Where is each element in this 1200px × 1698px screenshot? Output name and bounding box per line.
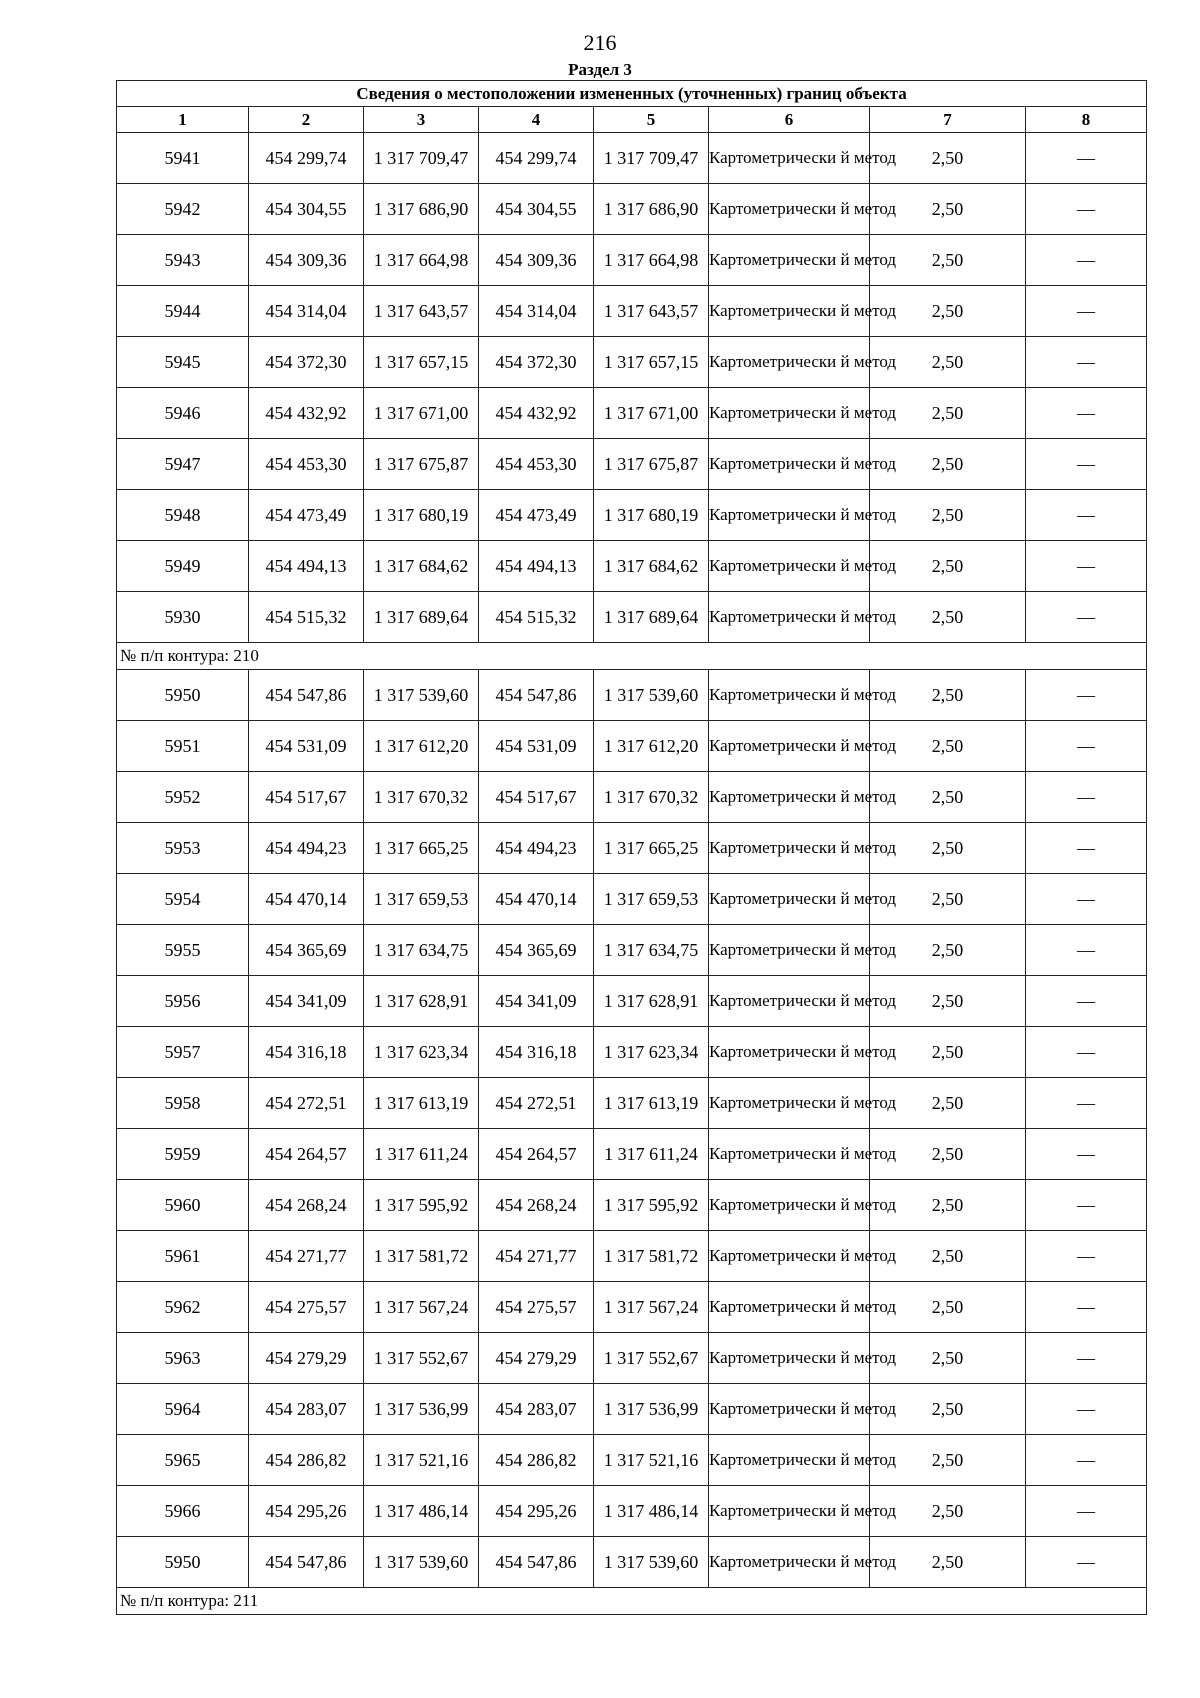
x-old-cell: 454 286,82 [249, 1435, 364, 1486]
table-caption: Сведения о местоположении измененных (уточненных) границ объекта [117, 81, 1147, 107]
x-new-cell: 454 299,74 [479, 133, 594, 184]
method-cell: Картометрически й метод [709, 1333, 870, 1384]
y-old-cell: 1 317 539,60 [364, 1537, 479, 1588]
y-old-cell: 1 317 664,98 [364, 235, 479, 286]
column-number-5: 5 [594, 107, 709, 133]
method-cell: Картометрически й метод [709, 721, 870, 772]
y-old-cell: 1 317 659,53 [364, 874, 479, 925]
x-new-cell: 454 531,09 [479, 721, 594, 772]
x-old-cell: 454 279,29 [249, 1333, 364, 1384]
y-new-cell: 1 317 665,25 [594, 823, 709, 874]
y-old-cell: 1 317 657,15 [364, 337, 479, 388]
point-number-cell: 5957 [117, 1027, 249, 1078]
x-new-cell: 454 547,86 [479, 1537, 594, 1588]
point-number-cell: 5950 [117, 670, 249, 721]
method-cell: Картометрически й метод [709, 286, 870, 337]
y-old-cell: 1 317 643,57 [364, 286, 479, 337]
y-new-cell: 1 317 680,19 [594, 490, 709, 541]
y-new-cell: 1 317 643,57 [594, 286, 709, 337]
table-row [117, 1027, 1147, 1078]
y-old-cell: 1 317 486,14 [364, 1486, 479, 1537]
description-cell: — [1026, 1027, 1147, 1078]
y-new-cell: 1 317 486,14 [594, 1486, 709, 1537]
y-old-cell: 1 317 628,91 [364, 976, 479, 1027]
point-number-cell: 5954 [117, 874, 249, 925]
description-cell: — [1026, 1486, 1147, 1537]
accuracy-cell: 2,50 [870, 541, 1026, 592]
description-cell: — [1026, 235, 1147, 286]
column-number-1: 1 [117, 107, 249, 133]
x-old-cell: 454 309,36 [249, 235, 364, 286]
table-row [117, 925, 1147, 976]
x-old-cell: 454 304,55 [249, 184, 364, 235]
contour-row [117, 1588, 1147, 1615]
accuracy-cell: 2,50 [870, 823, 1026, 874]
x-new-cell: 454 547,86 [479, 670, 594, 721]
y-new-cell: 1 317 659,53 [594, 874, 709, 925]
y-new-cell: 1 317 671,00 [594, 388, 709, 439]
method-cell: Картометрически й метод [709, 823, 870, 874]
table-row [117, 1435, 1147, 1486]
x-new-cell: 454 314,04 [479, 286, 594, 337]
table-row [117, 1129, 1147, 1180]
point-number-cell: 5950 [117, 1537, 249, 1588]
table-row [117, 721, 1147, 772]
description-cell: — [1026, 1078, 1147, 1129]
point-number-cell: 5963 [117, 1333, 249, 1384]
y-old-cell: 1 317 595,92 [364, 1180, 479, 1231]
x-old-cell: 454 494,23 [249, 823, 364, 874]
column-number-8: 8 [1026, 107, 1147, 133]
point-number-cell: 5943 [117, 235, 249, 286]
x-new-cell: 454 341,09 [479, 976, 594, 1027]
y-new-cell: 1 317 613,19 [594, 1078, 709, 1129]
y-old-cell: 1 317 613,19 [364, 1078, 479, 1129]
x-old-cell: 454 283,07 [249, 1384, 364, 1435]
table-row [117, 670, 1147, 721]
table-row [117, 1486, 1147, 1537]
y-new-cell: 1 317 623,34 [594, 1027, 709, 1078]
x-new-cell: 454 432,92 [479, 388, 594, 439]
y-new-cell: 1 317 581,72 [594, 1231, 709, 1282]
x-new-cell: 454 494,13 [479, 541, 594, 592]
description-cell: — [1026, 1129, 1147, 1180]
y-new-cell: 1 317 611,24 [594, 1129, 709, 1180]
y-old-cell: 1 317 581,72 [364, 1231, 479, 1282]
point-number-cell: 5930 [117, 592, 249, 643]
description-cell: — [1026, 1282, 1147, 1333]
accuracy-cell: 2,50 [870, 1537, 1026, 1588]
method-cell: Картометрически й метод [709, 388, 870, 439]
x-old-cell: 454 271,77 [249, 1231, 364, 1282]
table-row [117, 1078, 1147, 1129]
x-new-cell: 454 517,67 [479, 772, 594, 823]
point-number-cell: 5948 [117, 490, 249, 541]
accuracy-cell: 2,50 [870, 235, 1026, 286]
accuracy-cell: 2,50 [870, 772, 1026, 823]
point-number-cell: 5941 [117, 133, 249, 184]
x-old-cell: 454 432,92 [249, 388, 364, 439]
table-row [117, 874, 1147, 925]
accuracy-cell: 2,50 [870, 1129, 1026, 1180]
contour-label: № п/п контура: 211 [117, 1588, 1147, 1615]
accuracy-cell: 2,50 [870, 1435, 1026, 1486]
y-new-cell: 1 317 709,47 [594, 133, 709, 184]
accuracy-cell: 2,50 [870, 490, 1026, 541]
x-new-cell: 454 271,77 [479, 1231, 594, 1282]
y-old-cell: 1 317 671,00 [364, 388, 479, 439]
x-old-cell: 454 341,09 [249, 976, 364, 1027]
x-old-cell: 454 547,86 [249, 670, 364, 721]
description-cell: — [1026, 388, 1147, 439]
table-row [117, 439, 1147, 490]
y-old-cell: 1 317 623,34 [364, 1027, 479, 1078]
accuracy-cell: 2,50 [870, 439, 1026, 490]
point-number-cell: 5960 [117, 1180, 249, 1231]
description-cell: — [1026, 439, 1147, 490]
x-new-cell: 454 264,57 [479, 1129, 594, 1180]
accuracy-cell: 2,50 [870, 925, 1026, 976]
table-row [117, 388, 1147, 439]
point-number-cell: 5962 [117, 1282, 249, 1333]
x-old-cell: 454 272,51 [249, 1078, 364, 1129]
method-cell: Картометрически й метод [709, 1180, 870, 1231]
description-cell: — [1026, 541, 1147, 592]
method-cell: Картометрически й метод [709, 670, 870, 721]
y-new-cell: 1 317 539,60 [594, 670, 709, 721]
x-old-cell: 454 365,69 [249, 925, 364, 976]
description-cell: — [1026, 976, 1147, 1027]
accuracy-cell: 2,50 [870, 1231, 1026, 1282]
description-cell: — [1026, 874, 1147, 925]
description-cell: — [1026, 184, 1147, 235]
accuracy-cell: 2,50 [870, 286, 1026, 337]
accuracy-cell: 2,50 [870, 184, 1026, 235]
table-row [117, 184, 1147, 235]
page-number: 216 [583, 30, 617, 55]
x-new-cell: 454 365,69 [479, 925, 594, 976]
table-row [117, 1282, 1147, 1333]
contour-label: № п/п контура: 210 [117, 643, 1147, 670]
accuracy-cell: 2,50 [870, 1384, 1026, 1435]
y-new-cell: 1 317 664,98 [594, 235, 709, 286]
y-new-cell: 1 317 552,67 [594, 1333, 709, 1384]
column-number-2: 2 [249, 107, 364, 133]
y-old-cell: 1 317 611,24 [364, 1129, 479, 1180]
point-number-cell: 5946 [117, 388, 249, 439]
accuracy-cell: 2,50 [870, 133, 1026, 184]
point-number-cell: 5947 [117, 439, 249, 490]
y-old-cell: 1 317 539,60 [364, 670, 479, 721]
method-cell: Картометрически й метод [709, 1537, 870, 1588]
method-cell: Картометрически й метод [709, 1078, 870, 1129]
y-new-cell: 1 317 675,87 [594, 439, 709, 490]
accuracy-cell: 2,50 [870, 721, 1026, 772]
table-row [117, 772, 1147, 823]
x-new-cell: 454 286,82 [479, 1435, 594, 1486]
description-cell: — [1026, 286, 1147, 337]
accuracy-cell: 2,50 [870, 1027, 1026, 1078]
description-cell: — [1026, 1333, 1147, 1384]
y-old-cell: 1 317 684,62 [364, 541, 479, 592]
method-cell: Картометрически й метод [709, 184, 870, 235]
y-old-cell: 1 317 665,25 [364, 823, 479, 874]
x-old-cell: 454 299,74 [249, 133, 364, 184]
description-cell: — [1026, 1384, 1147, 1435]
accuracy-cell: 2,50 [870, 337, 1026, 388]
table-row [117, 133, 1147, 184]
point-number-cell: 5959 [117, 1129, 249, 1180]
table-row [117, 1231, 1147, 1282]
y-old-cell: 1 317 670,32 [364, 772, 479, 823]
x-old-cell: 454 372,30 [249, 337, 364, 388]
y-new-cell: 1 317 686,90 [594, 184, 709, 235]
boundary-coordinates-table [116, 80, 1147, 1615]
accuracy-cell: 2,50 [870, 1180, 1026, 1231]
accuracy-cell: 2,50 [870, 874, 1026, 925]
point-number-cell: 5945 [117, 337, 249, 388]
column-number-3: 3 [364, 107, 479, 133]
point-number-cell: 5949 [117, 541, 249, 592]
x-new-cell: 454 272,51 [479, 1078, 594, 1129]
x-new-cell: 454 494,23 [479, 823, 594, 874]
y-new-cell: 1 317 670,32 [594, 772, 709, 823]
contour-row [117, 643, 1147, 670]
method-cell: Картометрически й метод [709, 1384, 870, 1435]
description-cell: — [1026, 823, 1147, 874]
point-number-cell: 5951 [117, 721, 249, 772]
x-new-cell: 454 295,26 [479, 1486, 594, 1537]
y-new-cell: 1 317 684,62 [594, 541, 709, 592]
point-number-cell: 5956 [117, 976, 249, 1027]
method-cell: Картометрически й метод [709, 1027, 870, 1078]
description-cell: — [1026, 1180, 1147, 1231]
y-new-cell: 1 317 567,24 [594, 1282, 709, 1333]
x-old-cell: 454 470,14 [249, 874, 364, 925]
method-cell: Картометрически й метод [709, 541, 870, 592]
x-new-cell: 454 309,36 [479, 235, 594, 286]
x-new-cell: 454 515,32 [479, 592, 594, 643]
y-old-cell: 1 317 634,75 [364, 925, 479, 976]
table-body [117, 133, 1147, 1615]
table-row [117, 1180, 1147, 1231]
description-cell: — [1026, 1435, 1147, 1486]
table-row [117, 823, 1147, 874]
y-old-cell: 1 317 612,20 [364, 721, 479, 772]
method-cell: Картометрически й метод [709, 1435, 870, 1486]
x-new-cell: 454 283,07 [479, 1384, 594, 1435]
table-row [117, 541, 1147, 592]
point-number-cell: 5958 [117, 1078, 249, 1129]
y-new-cell: 1 317 634,75 [594, 925, 709, 976]
accuracy-cell: 2,50 [870, 670, 1026, 721]
x-new-cell: 454 316,18 [479, 1027, 594, 1078]
x-old-cell: 454 316,18 [249, 1027, 364, 1078]
x-old-cell: 454 494,13 [249, 541, 364, 592]
y-new-cell: 1 317 612,20 [594, 721, 709, 772]
y-old-cell: 1 317 680,19 [364, 490, 479, 541]
table-row [117, 337, 1147, 388]
accuracy-cell: 2,50 [870, 592, 1026, 643]
description-cell: — [1026, 670, 1147, 721]
description-cell: — [1026, 490, 1147, 541]
y-old-cell: 1 317 689,64 [364, 592, 479, 643]
method-cell: Картометрически й метод [709, 592, 870, 643]
method-cell: Картометрически й метод [709, 976, 870, 1027]
accuracy-cell: 2,50 [870, 1333, 1026, 1384]
point-number-cell: 5952 [117, 772, 249, 823]
method-cell: Картометрически й метод [709, 1486, 870, 1537]
description-cell: — [1026, 925, 1147, 976]
method-cell: Картометрически й метод [709, 490, 870, 541]
description-cell: — [1026, 1537, 1147, 1588]
table-row [117, 1384, 1147, 1435]
y-new-cell: 1 317 536,99 [594, 1384, 709, 1435]
x-new-cell: 454 268,24 [479, 1180, 594, 1231]
point-number-cell: 5953 [117, 823, 249, 874]
accuracy-cell: 2,50 [870, 1078, 1026, 1129]
x-old-cell: 454 268,24 [249, 1180, 364, 1231]
method-cell: Картометрически й метод [709, 133, 870, 184]
method-cell: Картометрически й метод [709, 1129, 870, 1180]
y-new-cell: 1 317 539,60 [594, 1537, 709, 1588]
table-row [117, 592, 1147, 643]
method-cell: Картометрически й метод [709, 337, 870, 388]
point-number-cell: 5966 [117, 1486, 249, 1537]
section-title: Раздел 3 [568, 60, 632, 79]
y-new-cell: 1 317 521,16 [594, 1435, 709, 1486]
x-old-cell: 454 295,26 [249, 1486, 364, 1537]
table-row [117, 1333, 1147, 1384]
point-number-cell: 5944 [117, 286, 249, 337]
table-row [117, 235, 1147, 286]
accuracy-cell: 2,50 [870, 388, 1026, 439]
method-cell: Картометрически й метод [709, 1231, 870, 1282]
y-old-cell: 1 317 675,87 [364, 439, 479, 490]
point-number-cell: 5965 [117, 1435, 249, 1486]
table-row [117, 1537, 1147, 1588]
x-old-cell: 454 314,04 [249, 286, 364, 337]
method-cell: Картометрически й метод [709, 925, 870, 976]
description-cell: — [1026, 592, 1147, 643]
accuracy-cell: 2,50 [870, 976, 1026, 1027]
y-old-cell: 1 317 536,99 [364, 1384, 479, 1435]
x-new-cell: 454 453,30 [479, 439, 594, 490]
method-cell: Картометрически й метод [709, 874, 870, 925]
x-old-cell: 454 547,86 [249, 1537, 364, 1588]
column-number-4: 4 [479, 107, 594, 133]
column-number-6: 6 [709, 107, 870, 133]
x-old-cell: 454 517,67 [249, 772, 364, 823]
table-row [117, 286, 1147, 337]
table-row [117, 490, 1147, 541]
method-cell: Картометрически й метод [709, 439, 870, 490]
description-cell: — [1026, 772, 1147, 823]
x-new-cell: 454 470,14 [479, 874, 594, 925]
x-old-cell: 454 531,09 [249, 721, 364, 772]
y-new-cell: 1 317 595,92 [594, 1180, 709, 1231]
y-old-cell: 1 317 567,24 [364, 1282, 479, 1333]
y-old-cell: 1 317 686,90 [364, 184, 479, 235]
table-row [117, 976, 1147, 1027]
x-old-cell: 454 275,57 [249, 1282, 364, 1333]
x-new-cell: 454 372,30 [479, 337, 594, 388]
description-cell: — [1026, 337, 1147, 388]
method-cell: Картометрически й метод [709, 235, 870, 286]
accuracy-cell: 2,50 [870, 1282, 1026, 1333]
method-cell: Картометрически й метод [709, 1282, 870, 1333]
x-old-cell: 454 264,57 [249, 1129, 364, 1180]
x-new-cell: 454 304,55 [479, 184, 594, 235]
x-new-cell: 454 473,49 [479, 490, 594, 541]
description-cell: — [1026, 721, 1147, 772]
point-number-cell: 5964 [117, 1384, 249, 1435]
column-number-row [117, 107, 1147, 133]
method-cell: Картометрически й метод [709, 772, 870, 823]
x-new-cell: 454 279,29 [479, 1333, 594, 1384]
y-old-cell: 1 317 709,47 [364, 133, 479, 184]
y-new-cell: 1 317 657,15 [594, 337, 709, 388]
description-cell: — [1026, 133, 1147, 184]
point-number-cell: 5942 [117, 184, 249, 235]
column-number-7: 7 [870, 107, 1026, 133]
y-old-cell: 1 317 521,16 [364, 1435, 479, 1486]
accuracy-cell: 2,50 [870, 1486, 1026, 1537]
point-number-cell: 5955 [117, 925, 249, 976]
y-new-cell: 1 317 628,91 [594, 976, 709, 1027]
y-old-cell: 1 317 552,67 [364, 1333, 479, 1384]
point-number-cell: 5961 [117, 1231, 249, 1282]
y-new-cell: 1 317 689,64 [594, 592, 709, 643]
x-old-cell: 454 453,30 [249, 439, 364, 490]
description-cell: — [1026, 1231, 1147, 1282]
x-old-cell: 454 473,49 [249, 490, 364, 541]
x-new-cell: 454 275,57 [479, 1282, 594, 1333]
x-old-cell: 454 515,32 [249, 592, 364, 643]
